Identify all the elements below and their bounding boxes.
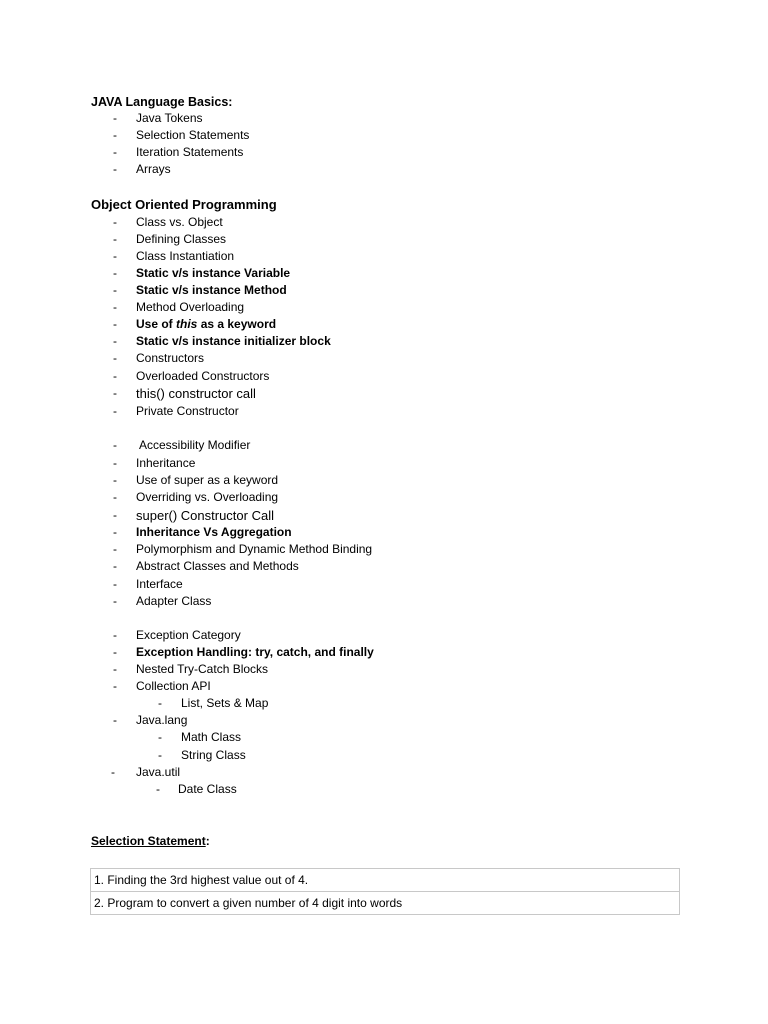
list-item-label: Accessibility Modifier xyxy=(139,438,251,452)
bullet-dash: - xyxy=(113,404,117,418)
bullet-dash: - xyxy=(113,300,117,314)
bullet-dash: - xyxy=(113,645,117,659)
bullet-dash: - xyxy=(158,730,162,744)
label-part: as a keyword xyxy=(197,317,277,331)
bullet-dash: - xyxy=(113,679,117,693)
bullet-dash: - xyxy=(113,577,117,591)
section-title-selection-statement xyxy=(91,833,210,849)
list-item-label: Nested Try-Catch Blocks xyxy=(136,662,269,676)
bullet-dash: - xyxy=(113,386,117,400)
bullet-dash: - xyxy=(113,456,117,470)
list-item-label: Collection API xyxy=(136,679,211,693)
list-item-label: Static v/s instance initializer block xyxy=(136,334,331,348)
bullet-dash: - xyxy=(158,748,162,762)
bullet-dash: - xyxy=(113,525,117,539)
list-item-label: Interface xyxy=(136,577,183,591)
bullet-dash: - xyxy=(113,559,117,573)
list-item-label: Use of super as a keyword xyxy=(136,473,279,487)
bullet-dash: - xyxy=(113,713,117,727)
selection-statement-table xyxy=(90,868,680,915)
list-item-label: Iteration Statements xyxy=(136,145,244,159)
list-item-label: Method Overloading xyxy=(136,300,245,314)
bullet-dash: - xyxy=(111,765,115,779)
bullet-dash: - xyxy=(113,232,117,246)
list-item-label: Date Class xyxy=(178,782,237,796)
bullet-dash: - xyxy=(113,111,117,125)
list-item-label-use-of-this xyxy=(136,316,276,333)
list-item-label: Selection Statements xyxy=(136,128,250,142)
list-item-label: Overloaded Constructors xyxy=(136,369,270,383)
list-item-label: this() constructor call xyxy=(136,386,256,401)
bullet-dash: - xyxy=(113,594,117,608)
list-item-label: Exception Handling: try, catch, and finally xyxy=(136,645,374,659)
list-item-label: Java.lang xyxy=(136,713,188,727)
bullet-dash: - xyxy=(156,782,160,796)
bullet-dash: - xyxy=(113,490,117,504)
bullet-dash: - xyxy=(113,283,117,297)
list-item-label: String Class xyxy=(181,748,246,762)
list-item-label: Java.util xyxy=(136,765,181,779)
bullet-dash: - xyxy=(113,351,117,365)
list-item-label: Math Class xyxy=(181,730,242,744)
bullet-dash: - xyxy=(113,334,117,348)
label-part: Use of xyxy=(136,317,177,331)
list-item-label: Polymorphism and Dynamic Method Binding xyxy=(136,542,373,556)
bullet-dash: - xyxy=(113,145,117,159)
section-title-java-basics: JAVA Language Basics: xyxy=(91,95,233,109)
section-title-oop: Object Oriented Programming xyxy=(91,197,277,212)
table-row: 2. Program to convert a given number of 4 digit into words xyxy=(94,896,403,910)
list-item-label: Class Instantiation xyxy=(136,249,235,263)
bullet-dash: - xyxy=(113,508,117,522)
list-item-label: Constructors xyxy=(136,351,205,365)
list-item-label: Inheritance Vs Aggregation xyxy=(136,525,292,539)
list-item-label: Exception Category xyxy=(136,628,241,642)
list-item-label: super() Constructor Call xyxy=(136,508,274,523)
list-item-label: Class vs. Object xyxy=(136,215,223,229)
bullet-dash: - xyxy=(113,317,117,331)
bullet-dash: - xyxy=(113,662,117,676)
list-item-label: Adapter Class xyxy=(136,594,212,608)
list-item-label: Static v/s instance Variable xyxy=(136,266,291,280)
bullet-dash: - xyxy=(113,266,117,280)
bullet-dash: - xyxy=(113,215,117,229)
list-item-label: Arrays xyxy=(136,162,171,176)
bullet-dash: - xyxy=(113,438,117,452)
bullet-dash: - xyxy=(158,696,162,710)
section-title-colon: : xyxy=(205,834,210,848)
list-item-label: Defining Classes xyxy=(136,232,227,246)
list-item-label: Abstract Classes and Methods xyxy=(136,559,299,573)
list-item-label: Overriding vs. Overloading xyxy=(136,490,279,504)
bullet-dash: - xyxy=(113,162,117,176)
bullet-dash: - xyxy=(113,369,117,383)
bullet-dash: - xyxy=(113,128,117,142)
list-item-label: Private Constructor xyxy=(136,404,239,418)
bullet-dash: - xyxy=(113,249,117,263)
list-item-label: Inheritance xyxy=(136,456,196,470)
bullet-dash: - xyxy=(113,473,117,487)
table-row: 1. Finding the 3rd highest value out of 4. xyxy=(91,869,679,892)
list-item-label: Java Tokens xyxy=(136,111,203,125)
list-item-label: List, Sets & Map xyxy=(181,696,269,710)
list-item-label: Static v/s instance Method xyxy=(136,283,287,297)
label-keyword-this: this xyxy=(176,317,198,331)
bullet-dash: - xyxy=(113,542,117,556)
section-title-text: Selection Statement xyxy=(91,834,206,848)
bullet-dash: - xyxy=(113,628,117,642)
